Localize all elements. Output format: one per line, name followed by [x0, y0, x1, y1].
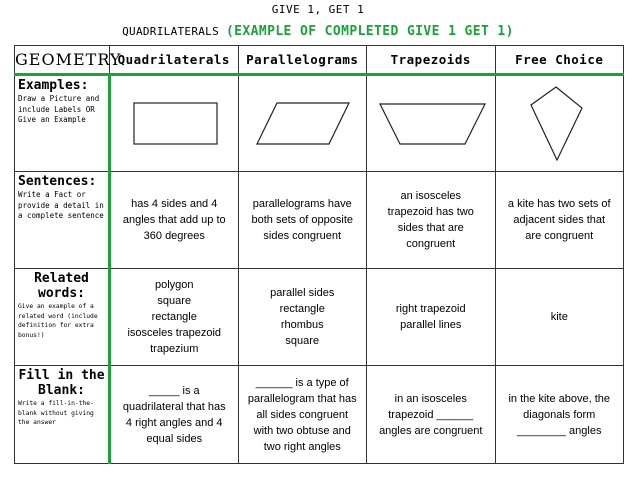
cell-text: in an isosceles	[394, 392, 467, 405]
subtitle-example-note: (EXAMPLE OF COMPLETED GIVE 1 GET 1)	[225, 24, 514, 39]
column-header-parallelograms: Parallelograms	[238, 46, 367, 75]
row-title: Examples:	[18, 78, 89, 93]
cell-text: _____ is a	[148, 384, 200, 397]
cell-text: are congruent	[525, 230, 594, 242]
row-header-fill-in-the-blank	[15, 366, 110, 464]
blank-cell-free-choice	[495, 366, 624, 464]
row-title: Sentences:	[18, 174, 97, 189]
parallelogram-drawing	[243, 94, 363, 154]
cell-text: parallelogram that has	[247, 392, 357, 405]
example-cell-free-choice	[495, 75, 624, 172]
cell-text: congruent	[406, 238, 456, 250]
cell-text: all sides congruent	[256, 408, 349, 421]
cell-text: has 4 sides and 4	[131, 198, 218, 210]
cell-text: rhombus	[280, 319, 324, 331]
related-cell-free-choice	[495, 269, 624, 366]
kite-shape	[531, 87, 582, 160]
cell-text: in the kite above, the	[508, 392, 610, 405]
cell-text: polygon	[154, 279, 194, 291]
cell-text: parallel sides	[270, 287, 335, 299]
column-header-trapezoids: Trapezoids	[367, 46, 496, 75]
worksheet-title: GIVE 1, GET 1	[271, 3, 365, 16]
cell-text: adjacent sides that	[513, 214, 606, 226]
cell-text: square	[285, 335, 320, 347]
cell-text: rectangle	[151, 311, 197, 323]
cell-text: square	[157, 295, 192, 307]
related-cell-quadrilaterals	[110, 269, 239, 366]
cell-text: two right angles	[263, 440, 341, 453]
example-cell-trapezoids	[367, 75, 496, 172]
row-title: Related words:	[34, 271, 89, 301]
row-header-sentences	[15, 172, 110, 269]
row-header-related-words	[15, 269, 110, 366]
cell-text: right trapezoid	[395, 303, 466, 315]
fill-in-the-blank-row	[15, 366, 624, 464]
worksheet-subtitle	[0, 24, 636, 39]
cell-text: 4 right angles and 4	[125, 416, 223, 429]
cell-text: sides congruent	[263, 230, 342, 242]
cell-text: 360 degrees	[143, 230, 205, 242]
example-cell-quadrilaterals	[110, 75, 239, 172]
related-cell-trapezoids	[367, 269, 496, 366]
subtitle-topic: QUADRILATERALS	[122, 25, 226, 38]
row-instructions: Give an example of a related word (include definition for extra bonus!)	[18, 303, 98, 339]
blank-cell-trapezoids	[367, 366, 496, 464]
cell-text: ______ is a type of	[255, 376, 349, 389]
cell-text: parallel lines	[400, 319, 462, 331]
row-title: Fill in the Blank:	[18, 368, 105, 398]
column-header-free-choice: Free Choice	[495, 46, 624, 75]
cell-text: ________ angles	[517, 424, 602, 437]
row-instructions: Draw a Picture and include Labels OR Give an Example	[18, 94, 100, 124]
cell-text: angles that add up to	[122, 214, 226, 226]
cell-text: trapezoid has two	[387, 206, 474, 218]
row-instructions: Write a Fact or provide a detail in a complete sentence	[18, 190, 104, 220]
cell-text: parallelograms have	[252, 198, 352, 210]
cell-text: sides that are	[397, 222, 464, 234]
example-cell-parallelograms	[238, 75, 367, 172]
related-cell-parallelograms	[238, 269, 367, 366]
corner-label: GEOMETRY	[15, 46, 110, 75]
cell-text: with two obtuse and	[253, 424, 351, 437]
cell-text: a kite has two sets of	[507, 198, 611, 210]
examples-row	[15, 75, 624, 172]
related-words-row	[15, 269, 624, 366]
cell-text: kite	[550, 311, 568, 323]
cell-text: trapezium	[150, 343, 199, 355]
blank-cell-quadrilaterals	[110, 366, 239, 464]
cell-text: both sets of opposite	[251, 214, 353, 226]
sentence-cell-free-choice	[495, 172, 624, 269]
kite-drawing	[500, 84, 622, 164]
blank-cell-parallelograms	[238, 366, 367, 464]
cell-text: an isosceles	[400, 190, 462, 202]
cell-text: trapezoid ______	[388, 408, 474, 421]
sentence-cell-trapezoids	[367, 172, 496, 269]
cell-text: diagonals form	[523, 408, 596, 421]
rectangle-shape	[134, 103, 217, 144]
rectangle-drawing	[115, 94, 235, 154]
column-header-quadrilaterals: Quadrilaterals	[110, 46, 239, 75]
cell-text: equal sides	[146, 432, 203, 445]
trapezoid-drawing	[371, 94, 493, 154]
cell-text: angles are congruent	[379, 424, 483, 437]
cell-text: rectangle	[279, 303, 325, 315]
give-one-get-one-table	[14, 45, 624, 464]
cell-text: isosceles trapezoid	[127, 327, 222, 339]
row-header-examples	[15, 75, 110, 172]
row-instructions: Write a fill-in-the-blank without giving the answer	[18, 400, 94, 426]
sentence-cell-parallelograms	[238, 172, 367, 269]
cell-text: quadrilateral that has	[122, 400, 226, 413]
trapezoid-shape	[380, 104, 485, 144]
sentence-cell-quadrilaterals	[110, 172, 239, 269]
sentences-row	[15, 172, 624, 269]
header-row	[15, 46, 624, 75]
parallelogram-shape	[257, 103, 349, 144]
